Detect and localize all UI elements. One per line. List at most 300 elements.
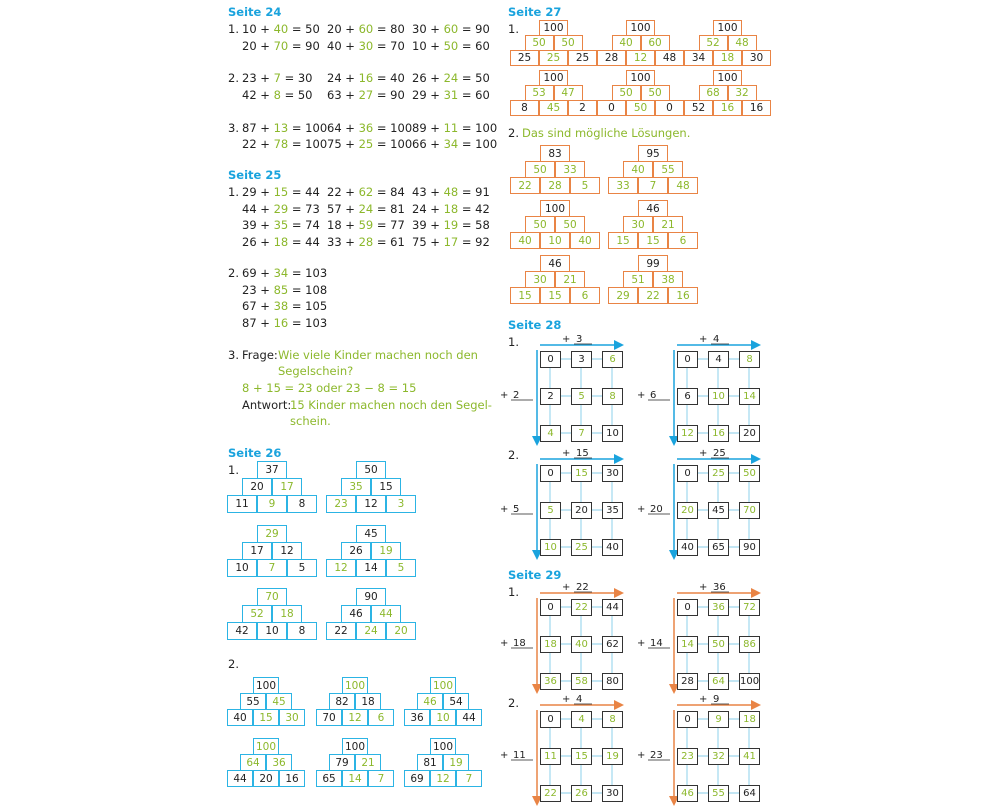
pyramid-cell: 6 <box>570 287 600 304</box>
top-step-plus: + <box>699 334 708 345</box>
equation-part: 29 + <box>242 185 274 199</box>
top-step-value: 25 <box>713 448 726 459</box>
top-step-value: 4 <box>576 694 583 705</box>
number-pyramid <box>608 255 698 303</box>
grid-cell: 4 <box>540 425 561 442</box>
equation <box>242 71 313 85</box>
grid-cell: 25 <box>571 539 592 556</box>
pyramid-cell: 7 <box>638 177 668 194</box>
grid-cell: 64 <box>739 785 760 802</box>
number-pyramid <box>227 738 305 786</box>
equation <box>242 121 327 135</box>
pyramid-cell: 46 <box>341 605 371 623</box>
pyramid-cell: 16 <box>713 100 742 116</box>
left-step-value: 11 <box>513 750 526 761</box>
number-pyramid <box>404 738 482 786</box>
grid-cell: 18 <box>739 711 760 728</box>
number-pyramid <box>510 200 600 248</box>
pyramid-cell: 100 <box>713 20 742 36</box>
pyramid-cell: 21 <box>555 271 585 288</box>
section-title: Seite 29 <box>508 568 562 582</box>
pyramid-cell: 12 <box>356 495 386 513</box>
equation <box>327 39 405 53</box>
grid-cell: 10 <box>602 425 623 442</box>
left-step-plus: + <box>500 504 509 515</box>
arrow-right-icon <box>751 340 761 350</box>
grid-cell: 40 <box>677 539 698 556</box>
pyramid-cell: 100 <box>253 738 279 755</box>
answer-label: Antwort: <box>242 398 292 412</box>
arrow-right-icon <box>614 454 624 464</box>
grid-cell: 10 <box>708 388 729 405</box>
equation-part: 20 + <box>327 22 359 36</box>
pyramid-cell: 21 <box>653 216 683 233</box>
equation <box>242 22 320 36</box>
pyramid-cell: 40 <box>570 232 600 249</box>
task-number: 2. <box>508 448 519 462</box>
equation-part: = 77 <box>373 218 405 232</box>
pyramid-cell: 55 <box>653 161 683 178</box>
number-pyramid <box>227 677 305 725</box>
pyramid-cell: 28 <box>597 50 626 66</box>
grid-cell: 19 <box>602 748 623 765</box>
equation-part: = 58 <box>458 218 490 232</box>
pyramid-cell: 20 <box>386 622 416 640</box>
equation-part: 18 + <box>327 218 359 232</box>
equation <box>327 88 405 102</box>
equation-part: = 80 <box>373 22 405 36</box>
equation-part: 24 + <box>412 202 444 216</box>
section-title: Seite 24 <box>228 5 282 19</box>
equation-answer: 70 <box>273 39 289 53</box>
left-step-value: 6 <box>650 390 657 401</box>
task-number: 1. <box>228 22 239 36</box>
pyramid-cell: 5 <box>570 177 600 194</box>
pyramid-cell: 44 <box>371 605 401 623</box>
equation-part: 67 + <box>242 299 274 313</box>
equation-part: 40 + <box>327 39 359 53</box>
task-number: 3. <box>228 348 239 362</box>
top-step-plus: + <box>562 334 571 345</box>
pyramid-cell: 82 <box>329 693 355 710</box>
equation-part: 39 + <box>412 218 444 232</box>
equation <box>412 121 497 135</box>
equation-part: 10 + <box>242 22 274 36</box>
grid-cell: 20 <box>739 425 760 442</box>
equation-part: = 60 <box>458 88 490 102</box>
number-pyramid <box>597 70 684 115</box>
pyramid-cell: 21 <box>355 754 381 771</box>
pyramid-cell: 100 <box>539 20 568 36</box>
arrow-right-icon <box>751 588 761 598</box>
equation <box>242 39 320 53</box>
grid-cell: 6 <box>602 351 623 368</box>
pyramid-cell: 9 <box>257 495 287 513</box>
top-step-plus: + <box>562 694 571 705</box>
pyramid-cell: 52 <box>684 100 713 116</box>
pyramid-cell: 99 <box>638 255 668 272</box>
left-step-plus: + <box>500 638 509 649</box>
equation-part: = 81 <box>373 202 405 216</box>
equation-part: 42 + <box>242 88 274 102</box>
task-number: 1. <box>508 335 519 349</box>
arrow-right-icon <box>614 588 624 598</box>
equation <box>242 316 327 330</box>
section-title: Seite 27 <box>508 5 562 19</box>
equation-answer: 36 <box>358 121 374 135</box>
grid-cell: 35 <box>602 502 623 519</box>
left-step-plus: + <box>637 638 646 649</box>
pyramid-cell: 19 <box>371 542 401 560</box>
equation-answer: 78 <box>273 137 289 151</box>
equation-part: = 91 <box>458 185 490 199</box>
equation-part: 87 + <box>242 121 274 135</box>
grid-cell: 8 <box>739 351 760 368</box>
pyramid-cell: 29 <box>608 287 638 304</box>
task-number: 2. <box>228 71 239 85</box>
pyramid-cell: 12 <box>342 709 368 726</box>
top-step-value: 9 <box>713 694 720 705</box>
pyramid-cell: 22 <box>326 622 356 640</box>
equation-answer: 85 <box>273 283 289 297</box>
pyramid-cell: 5 <box>287 559 317 577</box>
grid-cell: 0 <box>540 599 561 616</box>
pyramid-cell: 33 <box>555 161 585 178</box>
pyramid-cell: 15 <box>540 287 570 304</box>
grid-cell: 41 <box>739 748 760 765</box>
pyramid-cell: 25 <box>510 50 539 66</box>
pyramid-cell: 53 <box>525 85 554 101</box>
grid-cell: 90 <box>739 539 760 556</box>
grid-cell: 36 <box>708 599 729 616</box>
pyramid-cell: 19 <box>443 754 469 771</box>
equation-answer: 27 <box>358 88 374 102</box>
number-pyramid <box>404 677 482 725</box>
equation-answer: 18 <box>443 202 459 216</box>
top-step-plus: + <box>699 448 708 459</box>
equation-part: 75 + <box>412 235 444 249</box>
pyramid-cell: 44 <box>456 709 482 726</box>
equation-part: 30 + <box>412 22 444 36</box>
grid-cell: 8 <box>602 711 623 728</box>
grid-cell: 22 <box>540 785 561 802</box>
grid-cell: 9 <box>708 711 729 728</box>
pyramid-cell: 0 <box>655 100 684 116</box>
left-step-plus: + <box>637 750 646 761</box>
equation-part: = 73 <box>288 202 320 216</box>
grid-cell: 18 <box>540 636 561 653</box>
grid-cell: 11 <box>540 748 561 765</box>
pyramid-cell: 26 <box>341 542 371 560</box>
equation <box>412 218 490 232</box>
pyramid-cell: 45 <box>539 100 568 116</box>
pyramid-cell: 36 <box>266 754 292 771</box>
top-step-value: 4 <box>713 334 720 345</box>
number-pyramid <box>227 588 317 639</box>
pyramid-cell: 18 <box>713 50 742 66</box>
equation <box>242 235 320 249</box>
pyramid-cell: 38 <box>653 271 683 288</box>
grid-cell: 7 <box>571 425 592 442</box>
pyramid-cell: 40 <box>623 161 653 178</box>
pyramid-cell: 50 <box>641 85 670 101</box>
equation-answer: 16 <box>358 71 374 85</box>
pyramid-cell: 12 <box>430 770 456 787</box>
number-pyramid <box>326 525 416 576</box>
grid-cell: 4 <box>571 711 592 728</box>
grid-cell: 70 <box>739 502 760 519</box>
pyramid-cell: 8 <box>287 495 317 513</box>
equation-answer: 24 <box>443 71 459 85</box>
pyramid-cell: 10 <box>540 232 570 249</box>
equation-answer: 50 <box>443 39 459 53</box>
pyramid-cell: 34 <box>684 50 713 66</box>
equation-answer: 29 <box>273 202 289 216</box>
pyramid-cell: 30 <box>742 50 771 66</box>
pyramid-cell: 33 <box>608 177 638 194</box>
grid-cell: 50 <box>739 465 760 482</box>
pyramid-cell: 12 <box>272 542 302 560</box>
grid-cell: 0 <box>540 711 561 728</box>
pyramid-cell: 6 <box>368 709 394 726</box>
equation-part: = 50 <box>458 71 490 85</box>
calculation: 8 + 15 = 23 oder 23 − 8 = 15 <box>242 381 417 395</box>
left-step-value: 20 <box>650 504 663 515</box>
equation-part: 24 + <box>327 71 359 85</box>
pyramid-cell: 50 <box>555 216 585 233</box>
pyramid-cell: 100 <box>342 738 368 755</box>
equation-part: 89 + <box>412 121 444 135</box>
pyramid-cell: 44 <box>227 770 253 787</box>
task-number: 2. <box>228 266 239 280</box>
left-step-value: 18 <box>513 638 526 649</box>
equation-part: 69 + <box>242 266 274 280</box>
arrow-right-icon <box>751 454 761 464</box>
equation-part: = 40 <box>373 71 405 85</box>
pyramid-cell: 10 <box>257 622 287 640</box>
grid-cell: 40 <box>602 539 623 556</box>
pyramid-cell: 25 <box>568 50 597 66</box>
equation-answer: 35 <box>273 218 289 232</box>
pyramid-cell: 30 <box>279 709 305 726</box>
equation-part: = 100 <box>288 137 328 151</box>
pyramid-cell: 83 <box>540 145 570 162</box>
equation-part: 57 + <box>327 202 359 216</box>
top-step-plus: + <box>699 582 708 593</box>
pyramid-cell: 22 <box>510 177 540 194</box>
pyramid-cell: 35 <box>341 478 371 496</box>
left-step-plus: + <box>637 390 646 401</box>
number-pyramid <box>326 588 416 639</box>
equation-answer: 17 <box>443 235 459 249</box>
equation <box>327 202 405 216</box>
pyramid-cell: 16 <box>668 287 698 304</box>
pyramid-cell: 10 <box>227 559 257 577</box>
equation-answer: 31 <box>443 88 459 102</box>
number-pyramid <box>608 200 698 248</box>
pyramid-cell: 45 <box>356 525 386 543</box>
top-step-value: 22 <box>576 582 589 593</box>
equation-part: = 44 <box>288 235 320 249</box>
pyramid-cell: 100 <box>342 677 368 694</box>
pyramid-cell: 70 <box>316 709 342 726</box>
pyramid-cell: 5 <box>386 559 416 577</box>
equation <box>412 71 490 85</box>
grid-cell: 26 <box>571 785 592 802</box>
pyramid-cell: 52 <box>699 35 728 51</box>
equation-answer: 25 <box>358 137 374 151</box>
equation <box>327 235 405 249</box>
number-pyramid <box>510 255 600 303</box>
number-pyramid <box>326 461 416 512</box>
equation-part: 43 + <box>412 185 444 199</box>
equation-part: = 90 <box>288 39 320 53</box>
equation-part: 26 + <box>242 235 274 249</box>
equation-part: = 100 <box>373 121 413 135</box>
grid-cell: 0 <box>540 351 561 368</box>
task-number: 2. <box>228 657 239 671</box>
equation-part: 39 + <box>242 218 274 232</box>
pyramid-cell: 10 <box>430 709 456 726</box>
pyramid-cell: 46 <box>638 200 668 217</box>
grid-cell: 12 <box>677 425 698 442</box>
task-number: 2. <box>508 126 519 140</box>
grid-cell: 6 <box>677 388 698 405</box>
top-step-value: 3 <box>576 334 583 345</box>
pyramid-cell: 69 <box>404 770 430 787</box>
grid-cell: 5 <box>571 388 592 405</box>
arrow-right-icon <box>614 700 624 710</box>
pyramid-cell: 60 <box>641 35 670 51</box>
solution-note: Das sind mögliche Lösungen. <box>522 126 691 140</box>
grid-cell: 16 <box>708 425 729 442</box>
equation <box>327 71 405 85</box>
equation-part: = 84 <box>373 185 405 199</box>
equation-answer: 24 <box>358 202 374 216</box>
equation-part: = 70 <box>373 39 405 53</box>
number-pyramid <box>227 525 317 576</box>
left-step-plus: + <box>500 750 509 761</box>
pyramid-cell: 100 <box>626 20 655 36</box>
pyramid-cell: 12 <box>626 50 655 66</box>
equation-answer: 19 <box>443 218 459 232</box>
pyramid-cell: 11 <box>227 495 257 513</box>
pyramid-cell: 30 <box>525 271 555 288</box>
grid-cell: 23 <box>677 748 698 765</box>
number-pyramid <box>510 145 600 193</box>
equation-part: = 103 <box>288 266 328 280</box>
equation-part: 20 + <box>242 39 274 53</box>
grid-cell: 32 <box>708 748 729 765</box>
pyramid-cell: 54 <box>443 693 469 710</box>
top-step-value: 36 <box>713 582 726 593</box>
pyramid-cell: 46 <box>540 255 570 272</box>
top-step-value: 15 <box>576 448 589 459</box>
equation <box>242 137 327 151</box>
grid-cell: 0 <box>677 711 698 728</box>
section-title: Seite 28 <box>508 318 562 332</box>
equation-part: = 92 <box>458 235 490 249</box>
grid-cell: 5 <box>540 502 561 519</box>
pyramid-cell: 52 <box>242 605 272 623</box>
pyramid-cell: 17 <box>272 478 302 496</box>
pyramid-cell: 15 <box>371 478 401 496</box>
pyramid-cell: 37 <box>257 461 287 479</box>
equation <box>242 202 320 216</box>
grid-cell: 30 <box>602 465 623 482</box>
equation-part: = 50 <box>280 88 313 102</box>
question-label: Frage: <box>242 348 278 362</box>
grid-cell: 8 <box>602 388 623 405</box>
pyramid-cell: 15 <box>638 232 668 249</box>
task-number: 1. <box>508 22 519 36</box>
pyramid-cell: 50 <box>612 85 641 101</box>
equation-part: 23 + <box>242 71 274 85</box>
pyramid-cell: 7 <box>257 559 287 577</box>
equation-part: 75 + <box>327 137 359 151</box>
grid-cell: 36 <box>540 673 561 690</box>
equation-part: = 103 <box>288 316 328 330</box>
equation-part: = 90 <box>373 88 405 102</box>
equation-part: 22 + <box>327 185 359 199</box>
task-number: 1. <box>228 463 239 477</box>
pyramid-cell: 16 <box>279 770 305 787</box>
pyramid-cell: 68 <box>699 85 728 101</box>
pyramid-cell: 0 <box>597 100 626 116</box>
equation-answer: 8 <box>273 88 281 102</box>
number-pyramid <box>510 20 597 65</box>
grid-cell: 28 <box>677 673 698 690</box>
grid-cell: 14 <box>677 636 698 653</box>
equation-answer: 30 <box>358 39 374 53</box>
pyramid-cell: 23 <box>326 495 356 513</box>
equation <box>412 235 490 249</box>
equation-answer: 16 <box>273 316 289 330</box>
top-step-plus: + <box>699 694 708 705</box>
equation-part: 44 + <box>242 202 274 216</box>
pyramid-cell: 100 <box>430 738 456 755</box>
equation <box>242 299 327 313</box>
equation-answer: 13 <box>273 121 289 135</box>
equation <box>412 22 490 36</box>
grid-cell: 15 <box>571 748 592 765</box>
pyramid-cell: 50 <box>554 35 583 51</box>
number-pyramid <box>227 461 317 512</box>
pyramid-cell: 29 <box>257 525 287 543</box>
pyramid-cell: 7 <box>368 770 394 787</box>
pyramid-cell: 100 <box>626 70 655 86</box>
equation-part: = 44 <box>288 185 320 199</box>
pyramid-cell: 90 <box>356 588 386 606</box>
number-pyramid <box>316 738 394 786</box>
equation <box>242 88 313 102</box>
pyramid-cell: 30 <box>623 216 653 233</box>
number-pyramid <box>684 20 771 65</box>
equation <box>412 137 497 151</box>
grid-cell: 0 <box>677 465 698 482</box>
grid-cell: 45 <box>708 502 729 519</box>
pyramid-cell: 64 <box>240 754 266 771</box>
pyramid-cell: 8 <box>510 100 539 116</box>
pyramid-cell: 25 <box>539 50 568 66</box>
grid-cell: 30 <box>602 785 623 802</box>
equation-answer: 18 <box>273 235 289 249</box>
pyramid-cell: 81 <box>417 754 443 771</box>
grid-cell: 86 <box>739 636 760 653</box>
answer-text: 15 Kinder machen noch den Segel- <box>290 398 492 412</box>
grid-cell: 46 <box>677 785 698 802</box>
equation-part: = 30 <box>280 71 313 85</box>
